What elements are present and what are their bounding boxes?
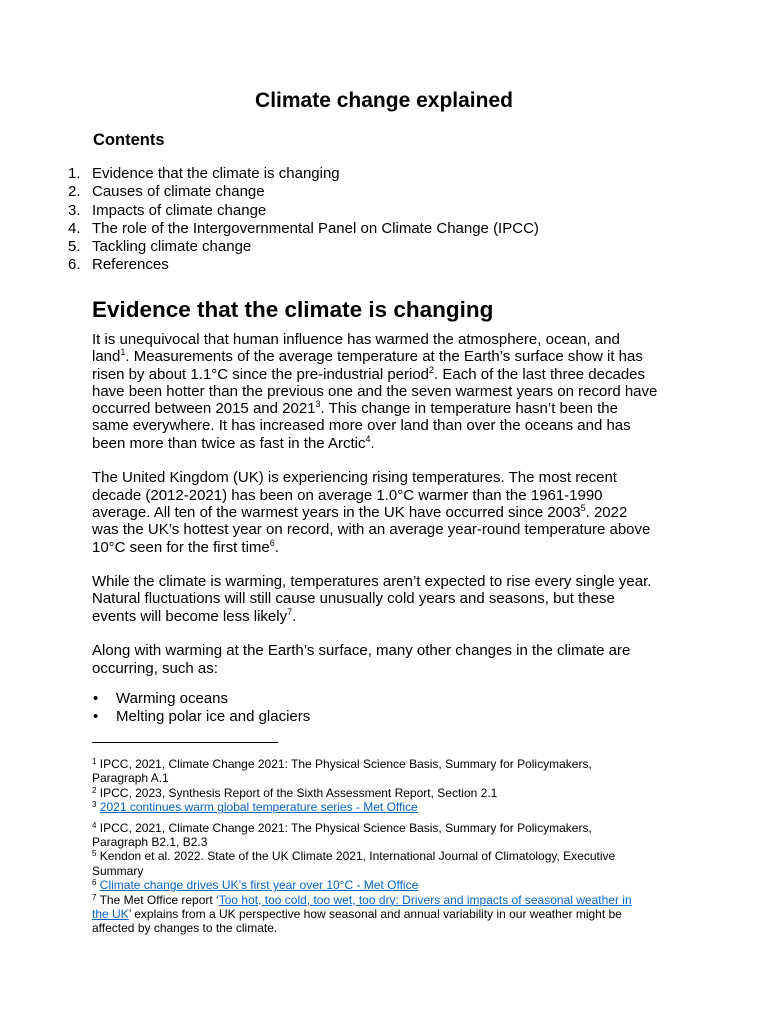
paragraph-2: The United Kingdom (UK) is experiencing rising temperatures. The most recent decade (2012-2021) has been on average 1.0°C warmer than the 1961-1990 average. All ten of the warmest years in the UK have occurred since 2003$^5$. 2022 was the UK’s hottest year on record, with an average year-round temperature above 10°C seen for the first time$^6$. (92, 469, 651, 556)
footnote-ref[interactable]: 7 (287, 606, 293, 617)
footnote-ref[interactable]: 3 (315, 399, 321, 410)
document-title: Climate change explained (255, 89, 513, 112)
list-item: • Melting polar ice and glaciers (93, 707, 311, 725)
footnote-link[interactable]: Too hot, too cold, too wet, too dry: Drivers and impacts of seasonal weather in (218, 892, 632, 907)
footnote-1: $^1$ IPCC, 2021, Climate Change 2021: The Physical Science Basis, Summary for Policymakers, Paragraph A.1 (92, 757, 592, 786)
section-body (92, 331, 692, 726)
footnote-2: $^2$ IPCC, 2023, Synthesis Report of the Sixth Assessment Report, Section 2.1 (92, 785, 498, 800)
list-item: • Warming oceans (93, 689, 228, 707)
footnote-4: $^4$ IPCC, 2021, Climate Change 2021: The Physical Science Basis, Summary for Policymakers, Paragraph B2.1, B2.3 (92, 820, 592, 850)
toc-item[interactable]: 6. References (68, 256, 169, 274)
bullet-icon: • (93, 689, 99, 707)
toc-item-label: The role of the Intergovernmental Panel on Climate Change (IPCC) (92, 219, 539, 237)
toc-item[interactable]: 3. Impacts of climate change (68, 201, 267, 219)
contents-heading: Contents (93, 131, 165, 149)
footnote-7: $^7$ The Met Office report ‘Too hot, too cold, too wet, too dry: Drivers and impacts of seasonal weather in the UK’ explains from a UK perspective how seasonal and annual variability in our weather might be affected by changes to the climate. (92, 892, 632, 936)
toc-item-label: Evidence that the climate is changing (92, 165, 340, 182)
toc-item-label: Causes of climate change (92, 183, 265, 201)
toc-item-label: Impacts of climate change (92, 201, 267, 219)
toc-item-label: Tackling climate change (92, 238, 252, 256)
paragraph-1: It is unequivocal that human influence has warmed the atmosphere, ocean, and land$^1$. Measurements of the average temperature at the Earth’s surface show it has risen by about 1.1°C since the pre-industrial period$^2$. Each of the last three decades have been hotter than the previous one and the seven warmest years on record have occurred between 2015 and 2021$^3$. This change in temperature hasn’t been the same everywhere. It has increased more over land than over the oceans and has been more than twice as fast in the Arctic$^4$. (92, 331, 658, 452)
footnote-link[interactable]: Climate change drives UK’s first year over 10°C - Met Office (99, 878, 419, 893)
footnote-separator (92, 742, 278, 743)
toc-item[interactable]: 5. Tackling climate change (68, 238, 252, 256)
table-of-contents (68, 165, 539, 275)
section-heading: Evidence that the climate is changing (92, 297, 494, 322)
footnote-6: $^6$ Climate change drives UK’s first year over 10°C - Met Office (92, 878, 419, 893)
paragraph-3: While the climate is warming, temperatures aren’t expected to rise every single year. Natural fluctuations will still cause unusually cold years and seasons, but these events will become less likely$^7$. (92, 573, 652, 625)
bullet-list (92, 690, 692, 726)
bullet-icon: • (93, 707, 99, 725)
footnote-ref[interactable]: 5 (580, 502, 586, 513)
toc-item[interactable]: 2. Causes of climate change (68, 183, 265, 201)
footnote-3: $^3$ 2021 continues warm global temperature series - Met Office (92, 800, 418, 815)
footnote-link[interactable]: 2021 continues warm global temperature series - Met Office (99, 800, 418, 815)
footnote-5: $^5$ Kendon et al. 2022. State of the UK Climate 2021, International Journal of Climatology, Executive Summary (92, 849, 616, 878)
toc-item-label: References (92, 256, 169, 274)
footnote-ref[interactable]: 6 (269, 537, 275, 548)
footnote-ref[interactable]: 2 (429, 364, 435, 375)
toc-item[interactable]: 1. Evidence that the climate is changing (68, 165, 340, 182)
paragraph-4: Along with warming at the Earth’s surface, many other changes in the climate are occurring, such as: (92, 642, 631, 677)
footnote-link[interactable]: the UK (92, 907, 129, 922)
footnote-ref[interactable]: 1 (120, 347, 126, 358)
footnote-ref[interactable]: 4 (365, 433, 371, 444)
footnotes (92, 757, 692, 936)
toc-item[interactable]: 4. The role of the Intergovernmental Panel on Climate Change (IPCC) (68, 219, 539, 237)
